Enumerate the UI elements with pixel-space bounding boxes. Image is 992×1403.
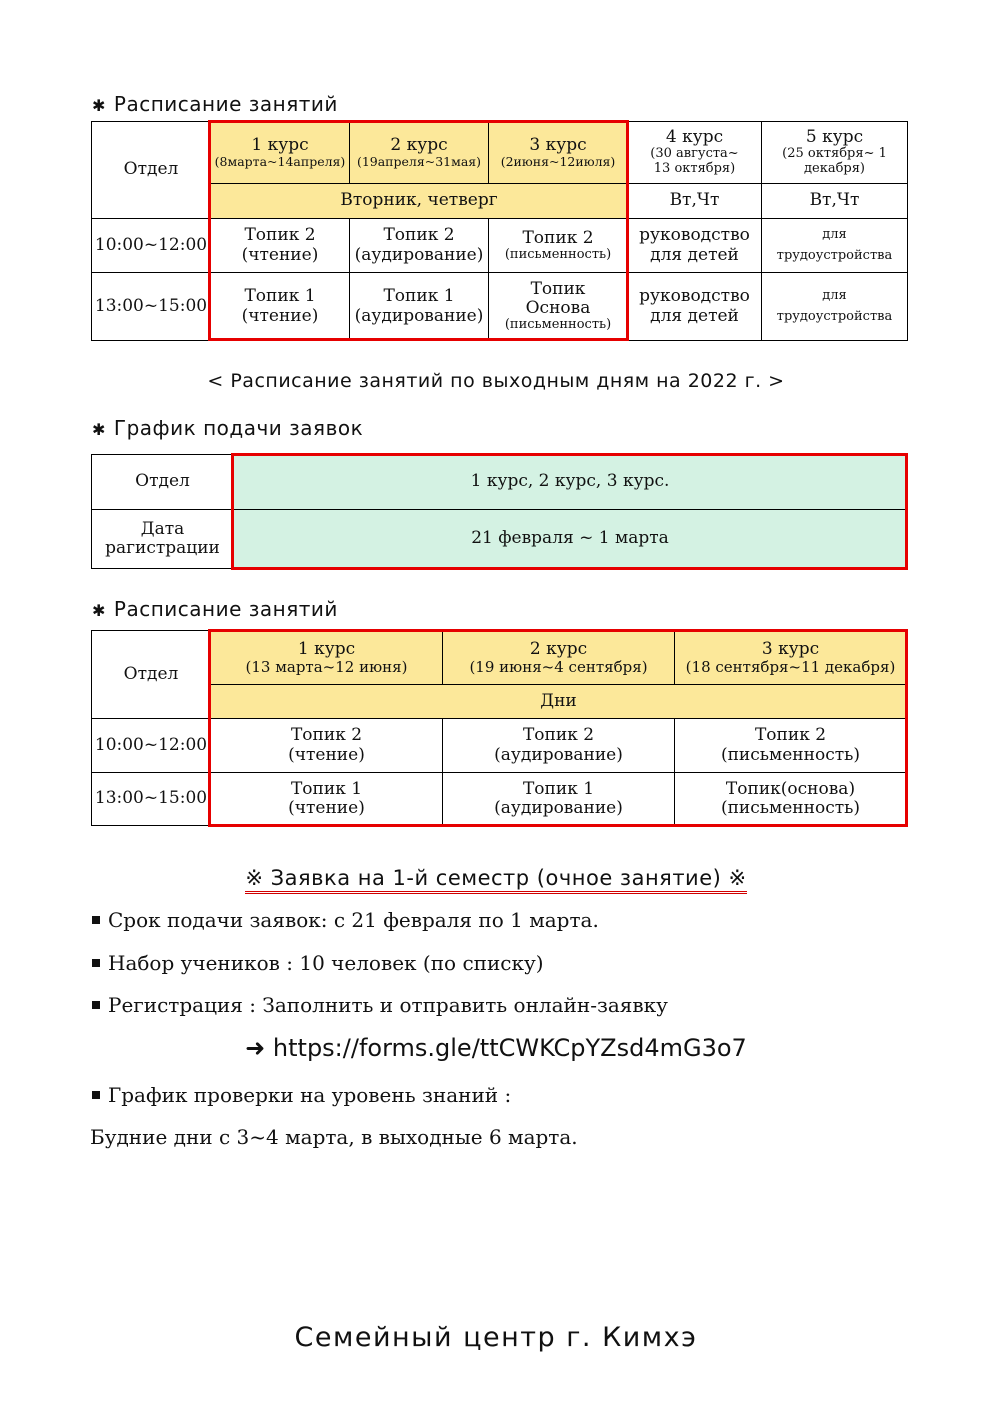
schedule-cell: Топик Основа (письменность) xyxy=(489,273,628,341)
time-cell: 13:00~15:00 xyxy=(92,273,211,341)
schedule-cell: Топик 1 (чтение) xyxy=(211,773,443,826)
list-item: Регистрация : Заполнить и отправить онлайн-заявку xyxy=(92,993,668,1017)
dept-label: Отдел xyxy=(92,122,211,219)
course-header: 5 курс (25 октября~ 1 декабря) xyxy=(762,122,908,184)
test-dates: Будние дни с 3~4 марта, в выходные 6 марта. xyxy=(90,1125,578,1149)
section1-heading: ✱ Расписание занятий xyxy=(92,92,338,116)
list-item: График проверки на уровень знаний : xyxy=(92,1083,511,1107)
bullet-icon xyxy=(92,1001,100,1009)
schedule-cell: Топик 1 (чтение) xyxy=(211,273,350,341)
schedule-cell: Топик 2 (аудирование) xyxy=(350,219,489,273)
time-cell: 13:00~15:00 xyxy=(92,773,211,826)
schedule-cell: Топик 1 (аудирование) xyxy=(443,773,675,826)
bullet-icon xyxy=(92,959,100,967)
weekday-schedule-table xyxy=(91,121,908,341)
bullet-icon xyxy=(92,916,100,924)
days-cell: Вт,Чт xyxy=(762,184,908,219)
dept-label: Отдел xyxy=(92,455,234,510)
footer-organization: Семейный центр г. Кимхэ xyxy=(294,1322,698,1353)
schedule-cell: Топик(основа) (письменность) xyxy=(675,773,907,826)
schedule-cell: Топик 2 (письменность) xyxy=(675,719,907,773)
schedule-cell: для трудоустройства xyxy=(762,273,908,341)
list-item: Срок подачи заявок: с 21 февраля по 1 марта. xyxy=(92,908,599,932)
schedule-cell: Топик 2 (письменность) xyxy=(489,219,628,273)
weekend-caption: < Расписание занятий по выходным дням на 2022 г. > xyxy=(207,370,785,392)
asterisk-icon: ✱ xyxy=(92,601,106,620)
list-item: Набор учеников : 10 человек (по списку) xyxy=(92,951,544,975)
registration-label: Дата рагистрации xyxy=(92,510,234,569)
course-header: 1 курс (8марта~14апреля) xyxy=(211,122,350,184)
schedule-cell: для трудоустройства xyxy=(762,219,908,273)
schedule-cell: Топик 2 (чтение) xyxy=(211,219,350,273)
dept-label: Отдел xyxy=(92,631,211,719)
section2-heading: ✱ График подачи заявок xyxy=(92,416,364,440)
course-header: 2 курс (19 июня~4 сентября) xyxy=(443,631,675,685)
course-header: 3 курс (2июня~12июля) xyxy=(489,122,628,184)
bullet-icon xyxy=(92,1091,100,1099)
courses-value: 1 курс, 2 курс, 3 курс. xyxy=(234,455,907,510)
registration-value: 21 февраля ~ 1 марта xyxy=(234,510,907,569)
schedule-cell: Топик 1 (аудирование) xyxy=(350,273,489,341)
days-cell: Дни xyxy=(211,685,907,719)
days-cell: Вторник, четверг xyxy=(211,184,628,219)
schedule-cell: Топик 2 (чтение) xyxy=(211,719,443,773)
asterisk-icon: ✱ xyxy=(92,96,106,115)
section3-heading: ✱ Расписание занятий xyxy=(92,597,338,621)
asterisk-icon: ✱ xyxy=(92,420,106,439)
days-cell: Вт,Чт xyxy=(628,184,762,219)
time-cell: 10:00~12:00 xyxy=(92,719,211,773)
course-header: 2 курс (19апреля~31мая) xyxy=(350,122,489,184)
schedule-cell: Топик 2 (аудирование) xyxy=(443,719,675,773)
schedule-cell: руководство для детей xyxy=(628,273,762,341)
schedule-cell: руководство для детей xyxy=(628,219,762,273)
weekend-schedule-table xyxy=(91,630,907,826)
course-header: 4 курс (30 августа~ 13 октября) xyxy=(628,122,762,184)
course-header: 1 курс (13 марта~12 июня) xyxy=(211,631,443,685)
course-header: 3 курс (18 сентября~11 декабря) xyxy=(675,631,907,685)
time-cell: 10:00~12:00 xyxy=(92,219,211,273)
registration-link[interactable]: ➜ https://forms.gle/ttCWKCpYZsd4mG3o7 xyxy=(245,1034,747,1062)
application-title: ※ Заявка на 1-й семестр (очное занятие) ※ xyxy=(0,866,992,890)
application-schedule-table xyxy=(91,454,907,569)
